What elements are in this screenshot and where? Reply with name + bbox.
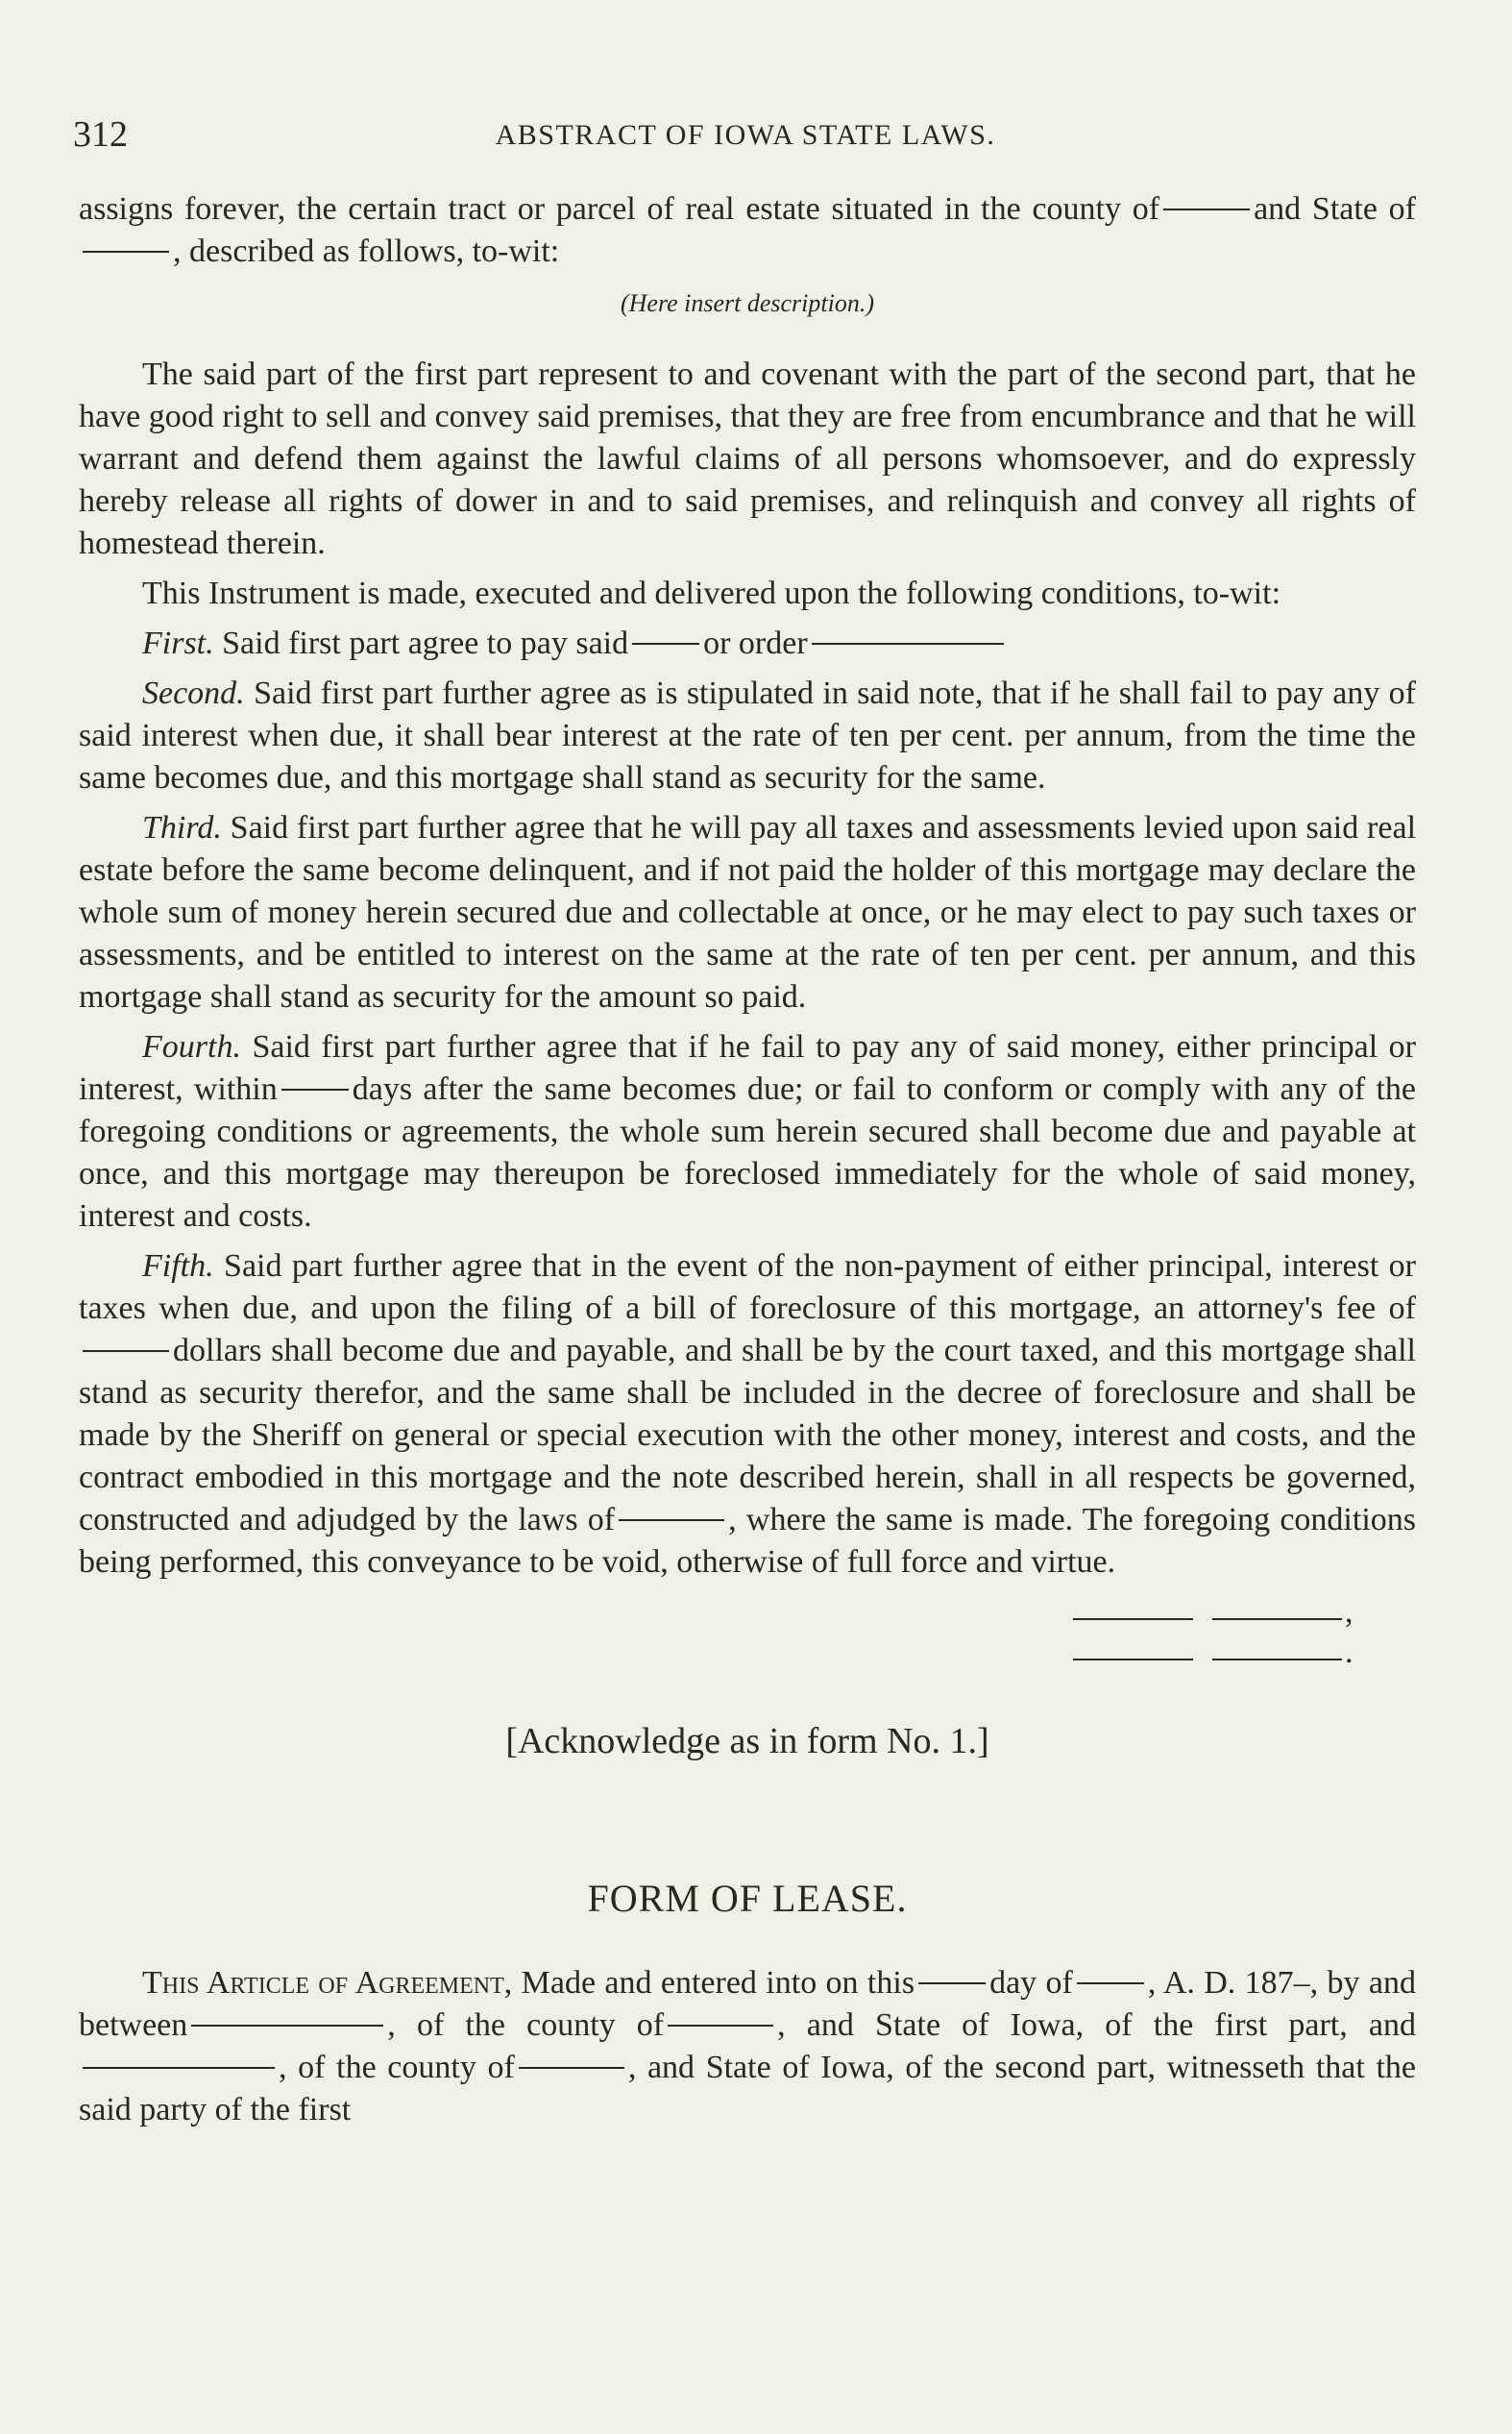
condition-label: Second. bbox=[142, 676, 245, 711]
text-segment: Said first part further agree as is stipulated in said note, that if he shall fail to pay any of said interest when due, it shall bear interest at the rate of ten per cent. per annum, from the time the same becomes due, and this mortgage shall stand as security for the same. bbox=[79, 676, 1417, 796]
blank-line bbox=[619, 1519, 724, 1521]
paragraph-conditions: This Instrument is made, executed and delivered upon the following conditions, to-wit: bbox=[142, 576, 1281, 611]
blank-line bbox=[918, 1982, 986, 1984]
lease-heading: This Article of Agreement, bbox=[142, 1965, 513, 2001]
page-body bbox=[79, 188, 1416, 2131]
paragraph-covenant: The said part of the first part represent to and covenant with the part of the second part, that he have good right to sell and convey said premises, that they are free from encumbrance and that he will warrant and defend them against the lawful claims of all persons whomsoever, and do expressly hereby release all rights of dower in and to said premises, and relinquish and convey all rights of homestead therein. bbox=[79, 356, 1416, 561]
blank-line bbox=[632, 643, 699, 645]
text-segment: and State of bbox=[1254, 191, 1416, 227]
blank-line bbox=[191, 2025, 383, 2027]
acknowledge-note: [Acknowledge as in form No. 1.] bbox=[505, 1721, 989, 1761]
blank-line bbox=[83, 1350, 169, 1352]
signature-gap bbox=[1193, 1616, 1212, 1622]
paragraph-lease bbox=[79, 1962, 1416, 2131]
condition-fifth bbox=[79, 1245, 1416, 1584]
condition-fourth bbox=[79, 1026, 1416, 1238]
text-segment: days after the same becomes due; or fail to conform or comply with any of the foregoing conditions or agreements, the whole sum herein secured shall become due and payable at once, and this mortgage may thereupon be foreclosed immediately for the whole of said money, interest and costs. bbox=[79, 1071, 1417, 1234]
blank-line bbox=[281, 1089, 349, 1091]
signature-block bbox=[79, 1594, 1416, 1682]
text-segment: Said part further agree that in the event of the non-payment of either principal, interest or taxes when due, and upon the filing of a bill of foreclosure of this mortgage, an attorney's fee of bbox=[79, 1248, 1416, 1326]
condition-label: Third. bbox=[142, 810, 222, 846]
text-segment: Said first part agree to pay said bbox=[222, 626, 629, 661]
condition-label: Fourth. bbox=[142, 1029, 241, 1065]
text-segment: , where the same is made. The foregoing conditions being performed, this conveyance to be void, otherwise of full force and virtue. bbox=[79, 1502, 1416, 1580]
running-head: ABSTRACT OF IOWA STATE LAWS. bbox=[495, 119, 996, 151]
text-segment: , of the county of bbox=[279, 2050, 515, 2085]
page-header bbox=[73, 113, 1418, 161]
blank-line bbox=[668, 2025, 773, 2027]
signature-comma: , bbox=[1345, 1594, 1353, 1630]
blank-line bbox=[812, 643, 1004, 645]
blank-line bbox=[83, 251, 169, 253]
condition-first bbox=[79, 623, 1416, 665]
condition-second bbox=[79, 673, 1416, 799]
signature-gap bbox=[1193, 1657, 1212, 1662]
text-segment: , and State of Iowa, of the second part, witnesseth that the said party of the first bbox=[79, 2050, 1416, 2127]
insert-description-note: (Here insert description.) bbox=[620, 289, 875, 317]
text-segment: Said first part further agree that if he fail to pay any of said money, either principal or interest, within bbox=[79, 1029, 1416, 1107]
text-segment: , and State of Iowa, of the first part, and bbox=[777, 2007, 1416, 2043]
condition-third bbox=[79, 807, 1416, 1019]
text-segment: Made and entered into on this bbox=[521, 1965, 915, 2001]
blank-line bbox=[1077, 1982, 1144, 1984]
signature-period: . bbox=[1345, 1635, 1353, 1670]
form-title: FORM OF LEASE. bbox=[587, 1877, 908, 1920]
text-segment: , of the county of bbox=[387, 2007, 665, 2043]
text-segment: , described as follows, to-wit: bbox=[173, 234, 560, 269]
text-segment: assigns forever, the certain tract or parcel of real estate situated in the county of bbox=[79, 191, 1160, 227]
text-segment: Said first part further agree that he will pay all taxes and assessments levied upon said real estate before the same become delinquent, and if not paid the holder of this mortgage may declare the whole sum of money herein secured due and collectable at once, or he may elect to pay such taxes or assessments, and be entitled to interest on the same at the rate of ten per cent. per annum, and this mortgage shall stand as security for the amount so paid. bbox=[79, 810, 1417, 1015]
blank-line bbox=[83, 2067, 275, 2069]
text-segment: or order bbox=[703, 626, 808, 661]
page-number: 312 bbox=[73, 114, 128, 155]
condition-label: Fifth. bbox=[142, 1248, 214, 1284]
paragraph-premises bbox=[79, 188, 1416, 273]
condition-label: First. bbox=[142, 626, 214, 661]
text-segment: , A. D. 187–, by and between bbox=[79, 1965, 1416, 2043]
text-segment: day of bbox=[989, 1965, 1073, 2001]
text-segment: dollars shall become due and payable, and shall be by the court taxed, and this mortgage shall stand as security therefor, and the same shall be included in the decree of foreclosure and shall be made by the Sheriff on general or special execution with the other money, interest and costs, and the contract embodied in this mortgage and the note described herein, shall in all respects be governed, constructed and adjudged by the laws of bbox=[79, 1333, 1416, 1537]
blank-line bbox=[519, 2067, 624, 2069]
blank-line bbox=[1163, 209, 1250, 210]
